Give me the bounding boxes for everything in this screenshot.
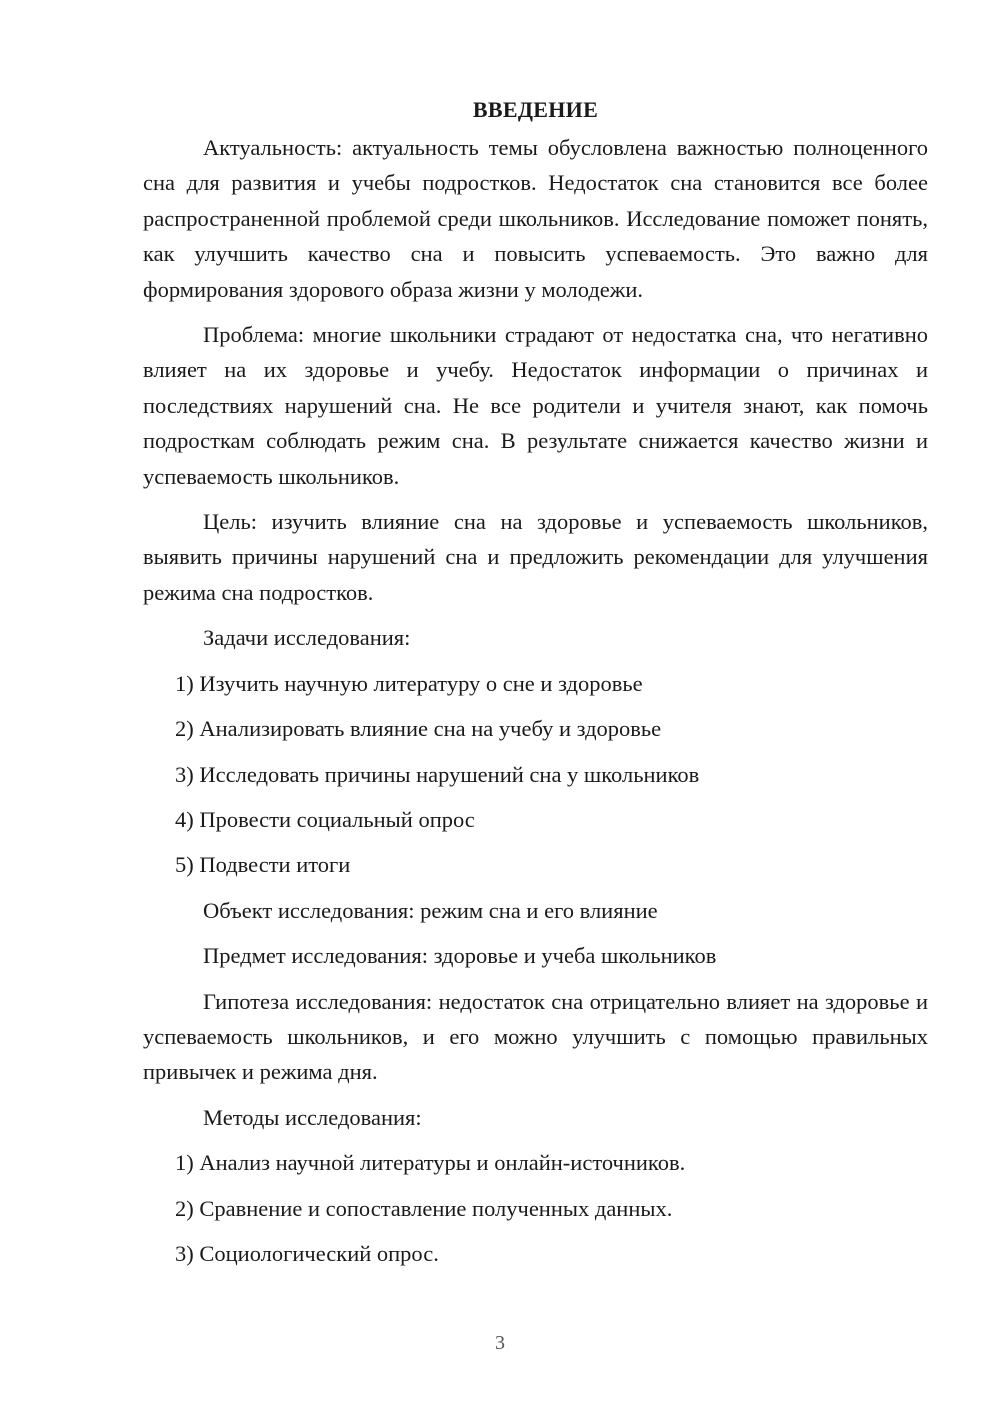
methods-list: [143, 1145, 928, 1271]
list-item: 5) Подвести итоги: [175, 852, 351, 878]
list-item: 3) Социологический опрос.: [175, 1240, 439, 1266]
methods-heading: Методы исследования:: [203, 1104, 422, 1130]
page-number: 3: [495, 1332, 505, 1354]
list-item: 3) Исследовать причины нарушений сна у школьников: [175, 761, 700, 787]
list-item: 1) Анализ научной литературы и онлайн-источников.: [175, 1150, 686, 1176]
research-object: Объект исследования: режим сна и его влияние: [203, 897, 658, 923]
hypothesis-paragraph: Гипотеза исследования: недостаток сна отрицательно влияет на здоровье и успеваемость школьников, и его можно улучшить с помощью правильных привычек и режима дня.: [143, 988, 928, 1085]
tasks-heading: Задачи исследования:: [203, 625, 411, 651]
problem-paragraph: Проблема: многие школьники страдают от недостатка сна, что негативно влияет на их здоровье и учебу. Недостаток информации о причинах и последствиях нарушений сна. Не все родители и учителя знают, как помочь подросткам соблюдать режим сна. В результате снижается качество жизни и успеваемость школьников.: [143, 322, 928, 489]
list-item: 4) Провести социальный опрос: [175, 806, 475, 832]
list-item: 2) Анализировать влияние сна на учебу и здоровье: [175, 716, 662, 742]
list-item: 1) Изучить научную литературу о сне и здоровье: [175, 670, 643, 696]
page-title: ВВЕДЕНИЕ: [472, 97, 599, 122]
goal-paragraph: Цель: изучить влияние сна на здоровье и успеваемость школьников, выявить причины нарушений сна и предложить рекомендации для улучшения режима сна подростков.: [143, 509, 928, 605]
document-page: [143, 94, 928, 1281]
list-item: 2) Сравнение и сопоставление полученных данных.: [175, 1195, 673, 1221]
research-subject: Предмет исследования: здоровье и учеба школьников: [203, 943, 717, 969]
tasks-list: [143, 666, 928, 883]
relevance-paragraph: Актуальность: актуальность темы обусловлена важностью полноценного сна для развития и учебы подростков. Недостаток сна становится все более распространенной проблемой среди школьников. Исследование поможет понять, как улучшить качество сна и повысить успеваемость. Это важно для формирования здорового образа жизни у молодежи.: [143, 135, 928, 302]
